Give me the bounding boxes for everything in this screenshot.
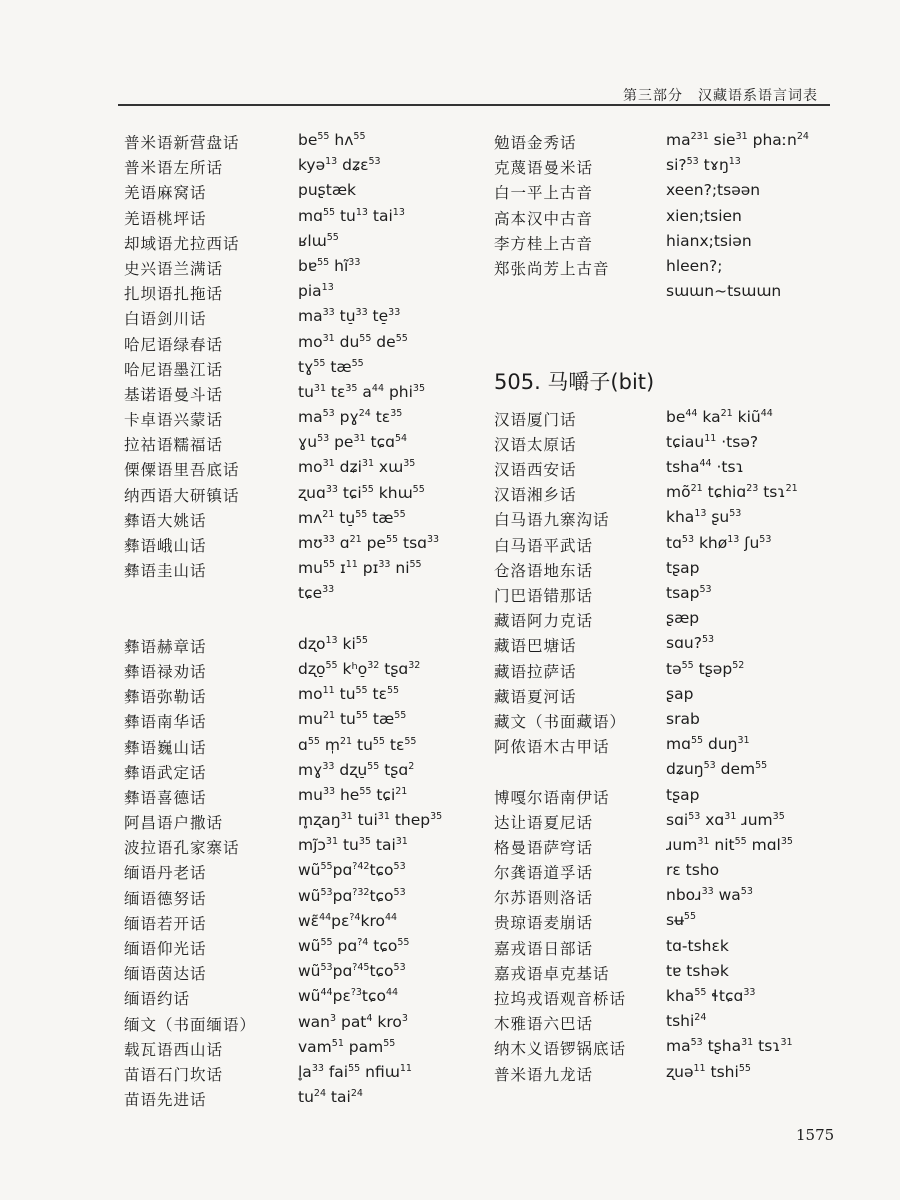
- phonetic-form: tɣ$^{55}$ $tæ^{55}$: [298, 357, 364, 376]
- language-name: 博嘎尔语南伊话: [494, 788, 610, 807]
- language-name: 彝语峨山话: [124, 537, 207, 555]
- running-header: [118, 82, 830, 106]
- phonetic-form: m̥ʐaŋ$^{31}$ tui$^{31}$ thep$^{35}$: [298, 811, 443, 830]
- language-name: 载瓦语西山话: [124, 1040, 224, 1059]
- phonetic-form: mj̃ɔ$^{31}$ $tu^{35}$ tai$^{31}$: [298, 836, 408, 855]
- phonetic-form: $mo^{31}$ $du^{55}$ $de^{55}$: [298, 332, 408, 351]
- vocab-entry: [494, 658, 824, 683]
- vocab-entry: [124, 507, 494, 532]
- language-name: 彝语禄劝话: [124, 662, 207, 681]
- phonetic-form: wan$^3$ pat$^4$ kro$^3$: [298, 1012, 408, 1031]
- vocab-entry: [124, 759, 494, 784]
- right-column-top-list: [494, 129, 824, 305]
- language-name: 苗语先进话: [124, 1091, 207, 1110]
- vocab-entry: [124, 859, 494, 884]
- language-name: 彝语弥勒话: [124, 688, 207, 707]
- vocab-entry: [494, 1010, 824, 1035]
- vocab-entry: [124, 532, 494, 557]
- phonetic-form: mʌ$^{21}$ tu̠$^{55}$ $tæ^{55}$: [298, 508, 406, 527]
- vocab-entry: [494, 1061, 824, 1086]
- phonetic-form: tɑ-tshɛk: [666, 936, 729, 955]
- vocab-entry: [124, 834, 494, 859]
- vocab-entry: [494, 758, 824, 783]
- language-name: 汉语厦门话: [494, 410, 577, 429]
- language-name: 缅文（书面缅语）: [124, 1015, 257, 1034]
- phonetic-form: hianx;tsiən: [666, 231, 752, 250]
- phonetic-form: wɛ̃$^{44}$pɛ$^{?4}$kro$^{44}$: [298, 911, 398, 930]
- vocab-entry: [494, 255, 824, 280]
- entry-gap: [124, 608, 494, 633]
- language-name: 阿侬语木古甲话: [494, 738, 610, 757]
- phonetic-form: tsha$^{44}$ ·tsɿ: [666, 458, 744, 477]
- language-name: 苗语石门坎话: [124, 1065, 224, 1084]
- language-name: 卡卓语兴蒙话: [124, 411, 224, 430]
- vocab-entry: [124, 935, 494, 960]
- vocab-entry: [124, 1061, 494, 1086]
- phonetic-form: $ma^{53}$ pɣ$^{24}$ tɛ$^{35}$: [298, 408, 403, 427]
- phonetic-form: si?$^{53}$ tɤŋ$^{13}$: [666, 156, 741, 175]
- phonetic-form: dʐo̠$^{55}$ kʰo̠$^{32}$ tʂɑ$^{32}$: [298, 659, 421, 678]
- vocab-entry: [494, 985, 824, 1010]
- vocab-entry: [124, 557, 494, 582]
- vocab-entry: [494, 532, 824, 557]
- right-column: [494, 129, 824, 1086]
- language-name: 羌语桃坪话: [124, 209, 207, 228]
- phonetic-form: $l̥a^{33}$ fai$^{55}$ nfiɯ$^{11}$: [298, 1062, 412, 1081]
- language-name: 尔苏语则洛话: [494, 889, 594, 908]
- phonetic-form: ɣu$^{53}$ $pe^{31}$ tɕɑ$^{54}$: [298, 433, 408, 452]
- vocab-entry: [494, 733, 824, 758]
- vocab-entry: [124, 708, 494, 733]
- vocab-entry: [494, 632, 824, 657]
- phonetic-form: $tu^{31}$ tɛ$^{35}$ $a^{44}$ phi$^{35}$: [298, 382, 426, 401]
- language-name: 藏语拉萨话: [494, 662, 577, 681]
- left-column: [124, 129, 494, 1111]
- vocab-entry: [494, 230, 824, 255]
- vocab-entry: [124, 255, 494, 280]
- language-name: 缅语仰光话: [124, 940, 207, 958]
- phonetic-form: dʑuŋ$^{53}$ dem$^{55}$: [666, 760, 768, 779]
- vocab-entry: [124, 230, 494, 255]
- language-name: 木雅语六巴话: [494, 1015, 594, 1034]
- language-name: 白一平上古音: [494, 184, 594, 203]
- phonetic-form: $mu^{21}$ $tu^{55}$ $tæ^{55}$: [298, 710, 407, 729]
- language-name: 仓洛语地东话: [494, 561, 594, 580]
- vocab-entry: [124, 633, 494, 658]
- language-name: 藏语夏河话: [494, 687, 577, 706]
- phonetic-form: tɕiau$^{11}$ ·tsə?: [666, 432, 759, 451]
- phonetic-form: $be^{55}$ hʌ$^{55}$: [298, 131, 366, 149]
- vocab-entry: [494, 179, 824, 204]
- vocab-entry: [124, 1036, 494, 1061]
- vocab-entry: [124, 154, 494, 179]
- vocab-entry: [494, 708, 824, 733]
- phonetic-form: sɑi$^{53}$ xɑ$^{31}$ ɹum$^{35}$: [666, 810, 785, 829]
- language-name: 纳木义语锣锅底话: [494, 1040, 627, 1059]
- phonetic-form: pia$^{13}$: [298, 282, 334, 301]
- language-name: 普米语新营盘话: [124, 134, 240, 152]
- vocab-entry: [494, 1035, 824, 1060]
- phonetic-form: $mu^{55}$ ɪ$^{11}$ pɪ$^{33}$ $ni^{55}$: [298, 559, 422, 578]
- vocab-entry: [124, 129, 494, 154]
- vocab-entry: [124, 809, 494, 834]
- language-name: 拉祜语糯福话: [124, 436, 224, 455]
- page-number: 1575: [796, 1126, 835, 1144]
- phonetic-form: tə$^{55}$ tʂəp$^{52}$: [666, 659, 745, 678]
- phonetic-form: $wũ^{55}$ pɑ$^{?4}$ tɕo$^{55}$: [298, 937, 410, 955]
- vocab-entry: [124, 885, 494, 910]
- phonetic-form: mʊ$^{33}$ ɑ$^{21}$ $pe^{55}$ tsɑ$^{33}$: [298, 534, 440, 552]
- language-name: 缅语若开话: [124, 914, 207, 933]
- vocab-entry: [124, 960, 494, 985]
- vocab-entry: [494, 683, 824, 708]
- phonetic-form: sʉ$^{55}$: [666, 911, 696, 930]
- vocab-entry: [494, 481, 824, 506]
- language-name: 白语剑川话: [124, 310, 207, 329]
- vocab-entry: [494, 406, 824, 431]
- phonetic-form: $ma^{33}$ tu̠$^{33}$ te̠$^{33}$: [298, 307, 401, 326]
- phonetic-form: tsap$^{53}$: [666, 584, 712, 603]
- phonetic-form: tʂap: [666, 785, 700, 804]
- phonetic-form: kyə$^{13}$ dʑɛ$^{53}$: [298, 156, 381, 175]
- phonetic-form: bɐ$^{55}$ $hĩ^{33}$: [298, 256, 361, 275]
- vocab-entry: [494, 456, 824, 481]
- vocab-entry: [494, 154, 824, 179]
- language-name: 克蔑语曼米话: [494, 159, 594, 178]
- phonetic-form: kha$^{13}$ ʂu$^{53}$: [666, 508, 742, 527]
- language-name: 彝语南华话: [124, 713, 207, 732]
- vocab-entry: [494, 809, 824, 834]
- phonetic-form: vam$^{51}$ pam$^{55}$: [298, 1037, 396, 1056]
- vocab-entry: [124, 1011, 494, 1036]
- phonetic-form: $mo^{11}$ $tu^{55}$ tɛ$^{55}$: [298, 685, 400, 704]
- vocab-entry: [124, 179, 494, 204]
- language-name: 史兴语兰满话: [124, 259, 224, 278]
- language-name: 彝语巍山话: [124, 738, 207, 757]
- phonetic-form: $mõ^{21}$ tɕhiɑ$^{23}$ tsɿ$^{21}$: [666, 483, 798, 502]
- language-name: 郑张尚芳上古音: [494, 259, 610, 278]
- vocab-entry: [494, 909, 824, 934]
- language-name: 彝语圭山话: [124, 562, 207, 581]
- vocab-entry: [494, 607, 824, 632]
- vocab-entry: [494, 884, 824, 909]
- language-name: 藏文（书面藏语）: [494, 712, 627, 731]
- phonetic-form: sɯɯn~tsɯɯn: [666, 282, 782, 301]
- phonetic-form: ʐuə$^{11}$ tshi$^{55}$: [666, 1062, 751, 1081]
- language-name: 阿昌语户撒话: [124, 814, 224, 833]
- language-name: 藏语阿力克话: [494, 612, 594, 631]
- vocab-entry: [494, 431, 824, 456]
- vocab-entry: [124, 985, 494, 1010]
- phonetic-form: sɑu?$^{53}$: [666, 634, 715, 653]
- vocab-entry: [494, 784, 824, 809]
- language-name: 门巴语错那话: [494, 587, 594, 606]
- phonetic-form: $ma^{53}$ tʂha$^{31}$ tsɿ$^{31}$: [666, 1037, 793, 1056]
- vocab-entry: [124, 658, 494, 683]
- vocab-entry: [494, 205, 824, 230]
- vocab-entry: [494, 129, 824, 154]
- section-spacer: [494, 305, 824, 355]
- vocab-entry: [124, 305, 494, 330]
- language-name: 白马语九寨沟话: [494, 511, 610, 530]
- phonetic-form: $wũ^{53}pɑ^{?45}tɕo^{53}$: [298, 962, 406, 981]
- phonetic-form: ɑ$^{55}$ m̩$^{21}$ $tu^{55}$ tɛ$^{55}$: [298, 735, 417, 754]
- language-name: 彝语赫章话: [124, 637, 207, 656]
- language-name: 拉坞戎语观音桥话: [494, 990, 627, 1009]
- language-name: 彝语喜德话: [124, 788, 207, 807]
- phonetic-form: tɐ tshək: [666, 961, 729, 980]
- vocab-entry: [124, 406, 494, 431]
- phonetic-form: srab: [666, 709, 700, 728]
- language-name: 傈僳语里吾底话: [124, 461, 240, 480]
- language-name: 彝语大姚话: [124, 511, 207, 530]
- phonetic-form: $ma^{231}$ sie$^{31}$ phaːn$^{24}$: [666, 131, 809, 149]
- language-name: 尔龚语道孚话: [494, 864, 594, 883]
- language-name: 却域语尤拉西话: [124, 234, 240, 253]
- vocab-entry: [124, 456, 494, 481]
- phonetic-form: tʂap: [666, 558, 700, 577]
- vocab-entry: [494, 582, 824, 607]
- phonetic-form: ɹum$^{31}$ nit$^{55}$ mɑl$^{35}$: [666, 835, 793, 854]
- phonetic-form: $tu^{24}$ tai$^{24}$: [298, 1088, 363, 1107]
- language-name: 彝语武定话: [124, 763, 207, 782]
- phonetic-form: ʐuɑ$^{33}$ tɕi$^{55}$ khɯ$^{55}$: [298, 483, 425, 502]
- phonetic-form: dʐo$^{13}$ $ki^{55}$: [298, 634, 368, 653]
- vocab-entry: [124, 784, 494, 809]
- vocab-entry: [124, 331, 494, 356]
- vocab-entry: [124, 734, 494, 759]
- header-title: 第三部分 汉藏语系语言词表: [623, 88, 818, 104]
- language-name: 格曼语萨穹话: [494, 838, 594, 857]
- phonetic-form: puʂtæk: [298, 181, 357, 200]
- vocab-entry: [494, 834, 824, 859]
- vocab-entry: [494, 557, 824, 582]
- vocab-entry: [494, 506, 824, 531]
- language-name: 汉语湘乡话: [494, 486, 577, 505]
- phonetic-form: ʂap: [666, 684, 694, 703]
- phonetic-form: mɑ$^{55}$ duŋ$^{31}$: [666, 735, 750, 754]
- phonetic-form: mɣ$^{33}$ dʐu̠$^{55}$ tʂɑ$^2$: [298, 760, 415, 779]
- phonetic-form: $mo^{31}$ dʑi$^{31}$ xɯ$^{35}$: [298, 458, 416, 477]
- phonetic-form: tɕe$^{33}$: [298, 584, 335, 603]
- language-name: 藏语巴塘话: [494, 637, 577, 656]
- vocab-entry: [124, 431, 494, 456]
- phonetic-form: hleen?;: [666, 256, 723, 275]
- phonetic-form: kha$^{55}$ ɬtɕɑ$^{33}$: [666, 987, 756, 1006]
- language-name: 普米语九龙话: [494, 1065, 594, 1084]
- phonetic-form: nboɹ$^{33}$ $wa^{53}$: [666, 886, 753, 905]
- language-name: 缅语茵达话: [124, 965, 207, 984]
- phonetic-form: xeen?;tsəən: [666, 181, 761, 200]
- vocab-entry: [124, 1086, 494, 1111]
- vocab-entry: [124, 280, 494, 305]
- language-name: 哈尼语墨江话: [124, 360, 224, 379]
- vocab-entry: [494, 960, 824, 985]
- vocab-entry: [124, 683, 494, 708]
- language-name: 李方桂上古音: [494, 234, 594, 253]
- vocab-entry: [494, 859, 824, 884]
- language-name: 纳西语大研镇话: [124, 486, 240, 505]
- phonetic-form: $be^{44}$ $ka^{21}$ kiũ$^{44}$: [666, 407, 773, 426]
- language-name: 缅语丹老话: [124, 864, 207, 883]
- phonetic-form: ʂæp: [666, 609, 700, 628]
- phonetic-form: mɑ$^{55}$ $tu^{13}$ tai$^{13}$: [298, 206, 405, 225]
- language-name: 波拉语孔家寨话: [124, 839, 240, 858]
- vocab-entry: [124, 356, 494, 381]
- language-name: 哈尼语绿春话: [124, 335, 224, 354]
- vocab-entry: [494, 280, 824, 305]
- phonetic-form: $wũ^{44}pɛ^{?3}tɕo^{44}$: [298, 987, 399, 1006]
- language-name: 汉语太原话: [494, 435, 577, 454]
- language-name: 嘉戎语日部话: [494, 939, 594, 958]
- vocab-entry: [494, 935, 824, 960]
- language-name: 勉语金秀话: [494, 134, 577, 152]
- language-name: 羌语麻窝话: [124, 184, 207, 203]
- section-title: 505. 马嚼子(bit): [494, 369, 655, 394]
- vocab-entry: [124, 381, 494, 406]
- phonetic-form: $wũ^{55}pɑ^{?42}tɕo^{53}$: [298, 861, 406, 880]
- phonetic-form: ʁlɯ$^{55}$: [298, 231, 339, 250]
- phonetic-form: xien;tsien: [666, 206, 742, 225]
- language-name: 白马语平武话: [494, 536, 594, 555]
- language-name: 汉语西安话: [494, 461, 577, 480]
- phonetic-form: $wũ^{53}pɑ^{?32}tɕo^{53}$: [298, 886, 406, 905]
- right-column-bottom-list: [494, 406, 824, 1086]
- language-name: 扎坝语扎拖话: [124, 285, 224, 304]
- vocab-entry: [124, 582, 494, 607]
- language-name: 高本汉中古音: [494, 209, 594, 228]
- vocab-entry: [124, 910, 494, 935]
- language-name: 缅语约话: [124, 990, 191, 1009]
- language-name: 普米语左所话: [124, 159, 224, 178]
- language-name: 嘉戎语卓克基话: [494, 964, 610, 983]
- language-name: 基诺语曼斗话: [124, 385, 224, 404]
- phonetic-form: tshi$^{24}$: [666, 1012, 707, 1031]
- phonetic-form: tɑ$^{53}$ khø$^{13}$ ʃu$^{53}$: [666, 533, 772, 552]
- phonetic-form: rɛ tsho: [666, 861, 720, 880]
- language-name: 达让语夏尼话: [494, 813, 594, 832]
- language-name: 缅语德努话: [124, 889, 207, 908]
- vocab-entry: [124, 205, 494, 230]
- vocab-entry: [124, 482, 494, 507]
- language-name: 贵琼语麦崩话: [494, 914, 594, 933]
- phonetic-form: $mu^{33}$ $he^{55}$ tɕi$^{21}$: [298, 785, 408, 804]
